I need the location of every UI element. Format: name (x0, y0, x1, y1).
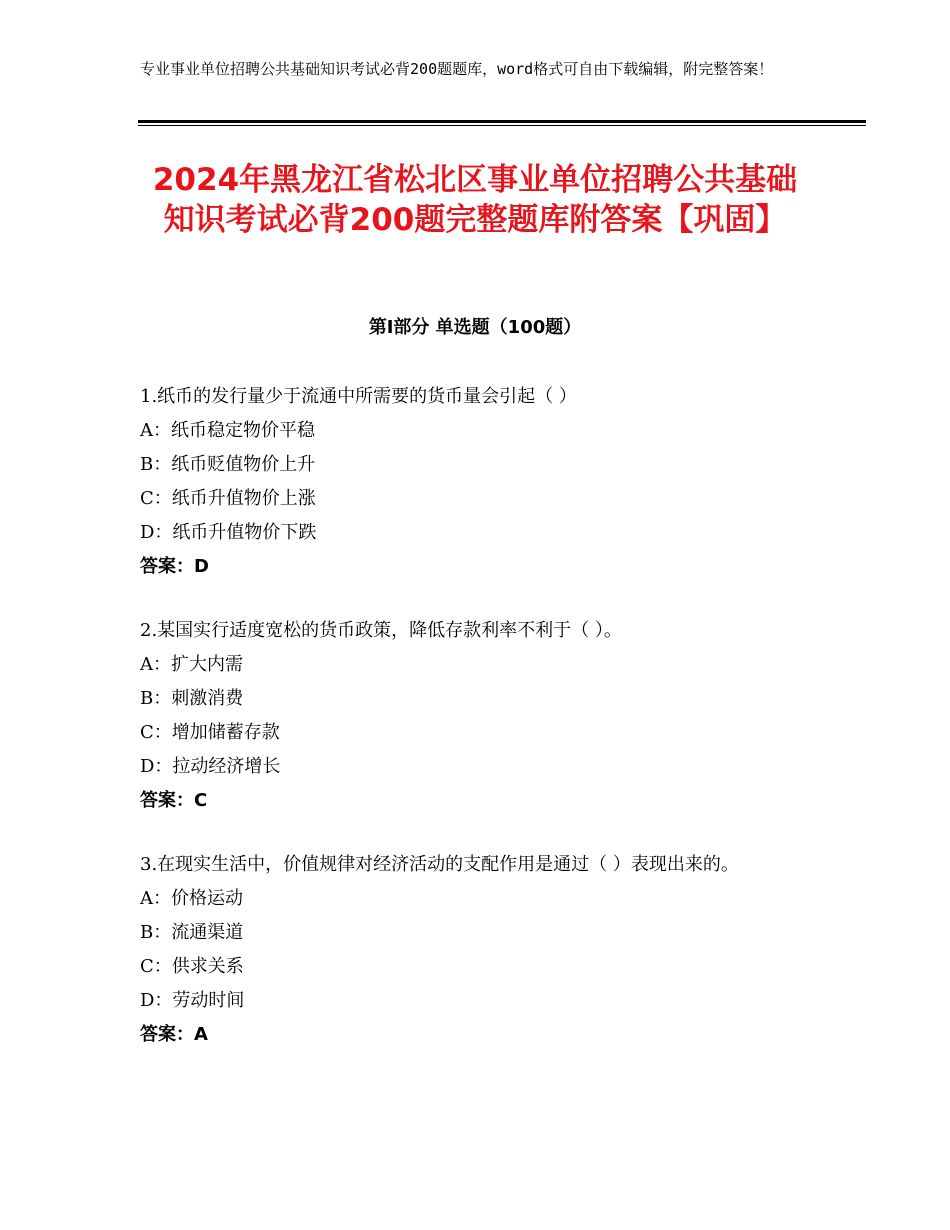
question-stem: 3.在现实生活中，价值规律对经济活动的支配作用是通过（ ）表现出来的。 (140, 854, 739, 875)
answer: 答案：C (140, 790, 208, 811)
option-b: B：刺激消费 (140, 688, 244, 709)
option-d: D：纸币升值物价下跌 (140, 522, 317, 543)
document-title: 2024年黑龙江省松北区事业单位招聘公共基础知识考试必背200题完整题库附答案【巩固】 (152, 162, 798, 238)
option-a: A：纸币稳定物价平稳 (140, 420, 315, 441)
option-d: D：拉动经济增长 (140, 756, 281, 777)
option-c: C：供求关系 (140, 956, 244, 977)
section-title: 第Ⅰ部分 单选题（100题） (368, 317, 582, 338)
question-1 (140, 380, 840, 584)
option-c: C：纸币升值物价上涨 (140, 488, 316, 509)
option-a: A：扩大内需 (140, 654, 243, 675)
question-stem: 1.纸币的发行量少于流通中所需要的货币量会引起（ ） (140, 386, 577, 407)
question-2 (140, 614, 840, 818)
header-divider-thick (138, 120, 866, 123)
question-stem: 2.某国实行适度宽松的货币政策，降低存款利率不利于（ ）。 (140, 620, 622, 641)
option-d: D：劳动时间 (140, 990, 245, 1011)
question-3 (140, 848, 840, 1052)
header-divider-thin (138, 125, 866, 126)
option-c: C：增加储蓄存款 (140, 722, 280, 743)
answer: 答案：D (140, 556, 209, 577)
option-b: B：纸币贬值物价上升 (140, 454, 316, 475)
question-list (140, 380, 840, 1082)
header-note: 专业事业单位招聘公共基础知识考试必背200题题库，word格式可自由下载编辑，附完整答案！ (140, 60, 774, 78)
option-a: A：价格运动 (140, 888, 243, 909)
answer: 答案：A (140, 1024, 208, 1045)
option-b: B：流通渠道 (140, 922, 244, 943)
